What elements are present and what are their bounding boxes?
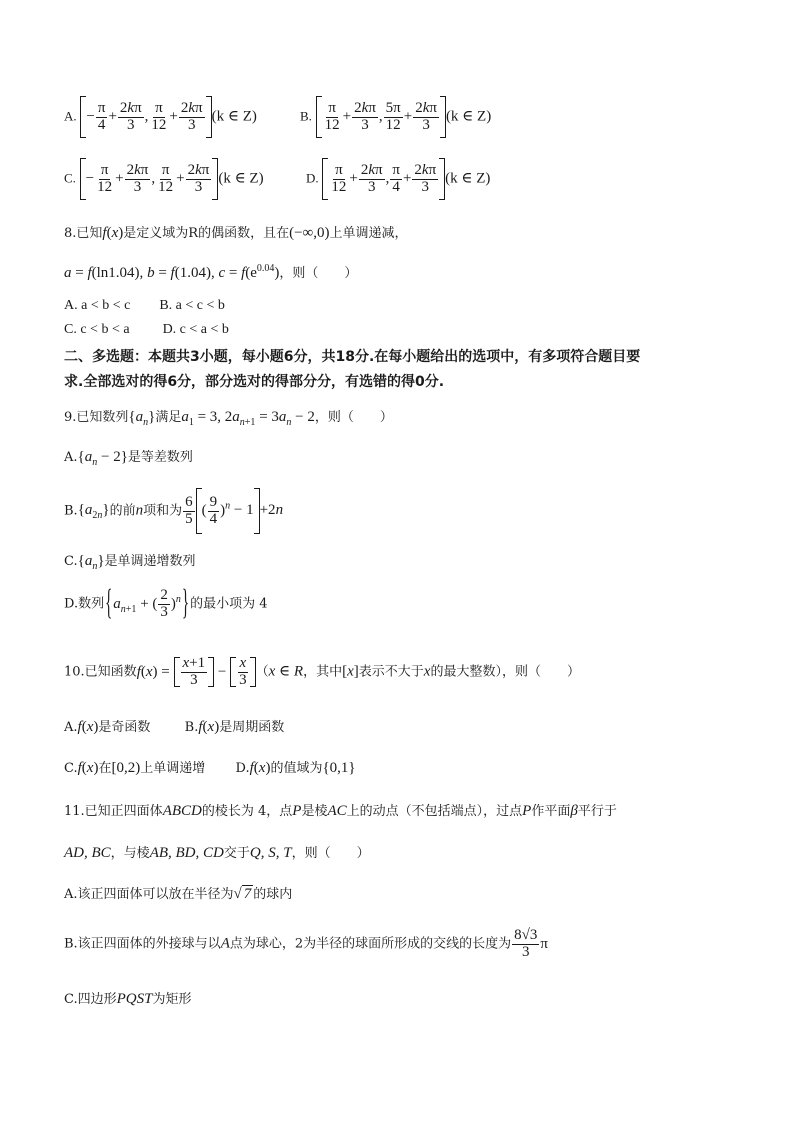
q7-option-b-label: B. [300, 108, 312, 124]
q10-option-b: 是周期函数 [219, 720, 285, 735]
q10-text: 表示不大于 [358, 664, 424, 680]
q11-text: 平行于 [577, 804, 617, 819]
q8-text: 是定义域为 [123, 226, 189, 241]
q7-kz-c: (k ∈ Z) [218, 170, 264, 187]
q8-option-d: D. c < a < b [162, 322, 229, 337]
q10-text: C. [64, 761, 78, 776]
q10-options-row2: C.f(x)在[0,2)上单调递增 D.f(x)的值域为{0,1} [64, 760, 356, 776]
q11-text: 上的动点（不包括端点），过点 [346, 804, 523, 819]
q9-text: C. [64, 554, 78, 569]
q11-text: 作平面 [531, 804, 571, 819]
section2-line2: 求.全部选对的得6分，部分选对的得部分分，有选错的得0分. [64, 374, 445, 390]
q8-text: 上单调递减， [329, 226, 408, 241]
q11-text: β [570, 803, 578, 819]
q11-text: A.该正四面体可以放在半径为 [64, 887, 234, 902]
q7-kz-d: (k ∈ Z) [445, 170, 491, 187]
q9-text: 是等差数列 [127, 450, 193, 465]
q9-text: 满足 [155, 410, 182, 425]
q9-stem: 9.已知数列$\{a_n\}$满足$a_1 = 3$, $2a_{n+1} = 3a_n - 2$，则（ ） [64, 409, 393, 428]
q9-text: D.数列 [64, 596, 105, 612]
q7-option-d-label: D. [306, 170, 319, 186]
q9-text: 9.已知数列 [64, 410, 129, 425]
q7-option-a: A. − $\frac{\pi}{4}$ + $\frac{2k\pi}{3}$ , $\frac{\pi}{12}$ + $\frac{2k\pi}{3}$ (k ∈ Z) [64, 96, 257, 138]
q10-text: 在 [98, 761, 112, 776]
q8-text: 8.已知 [64, 226, 103, 241]
q7-option-c: C. − $\frac{\pi}{12}$ + $\frac{2k\pi}{3}$ , $\frac{\pi}{12}$ + $\frac{2k\pi}{3}$ (k ∈ Z) [64, 158, 264, 200]
q10-text: 10.已知函数 [64, 664, 137, 680]
q10-text: D. [235, 761, 250, 776]
q10-text: 的最大整数），则（ ） [430, 664, 580, 680]
q10-option-c: 上单调递增 [140, 761, 206, 776]
q11-stem-line2 [64, 844, 370, 862]
q11-text: B.该正四面体的外接球与以 [64, 936, 221, 952]
q8-text: R [188, 226, 199, 241]
q9-text: 是单调递增数列 [104, 554, 196, 569]
q8-option-c: C. c < b < a [64, 322, 130, 337]
q10-stem: 10.已知函数f(x) = $\frac{x+1}{3}$ − $\frac{x}{3}$ （x ∈ R，其中[x]表示不大于x的最大整数），则（ ） [64, 655, 580, 688]
q11-option-b [64, 928, 548, 961]
q8-options-row1 [64, 298, 225, 315]
q10-text: A. [64, 720, 78, 735]
q10-option-a: 是奇函数 [98, 720, 151, 735]
q11-text: 11.已知正四面体 [64, 804, 163, 819]
q8-text: 的偶函数，且在 [198, 226, 290, 241]
q7-option-a-label: A. [64, 108, 77, 124]
q11-text: P [292, 803, 302, 819]
q9-text: 的前 [109, 503, 136, 519]
q9-option-d: D.数列{$a_{n+1}$ + ( $\frac{2}{3}$ )$^n$}的最小项为 4 [64, 585, 268, 624]
q8-exp: 0.04 [256, 263, 275, 274]
q8-stem-line1: 8.已知f(x)是定义域为R的偶函数，且在(−∞,0)上单调递减， [64, 225, 408, 241]
q10-text: （ [255, 664, 269, 680]
q11-text: ABCD [162, 803, 202, 819]
q11-text: π [540, 935, 548, 952]
q8-option-a: A. a < b < c [64, 298, 131, 313]
q11-text: AB, BD, CD [149, 845, 224, 861]
q9-text: 项和为 [143, 503, 183, 519]
q11-option-a: A.该正四面体可以放在半径为√ 7 的球内 [64, 886, 293, 902]
q7-option-b: B. $\frac{\pi}{12}$ + $\frac{2k\pi}{3}$ , $\frac{5\pi}{12}$ + $\frac{2k\pi}{3}$ (k ∈ Z) [300, 96, 491, 138]
q9-text: ，则（ ） [314, 410, 393, 425]
q11-text: 为矩形 [152, 992, 192, 1007]
q11-text: Q, S, T [249, 845, 292, 861]
q8-options-row2 [64, 322, 229, 339]
q11-text: AD, BC [64, 845, 111, 861]
q10-text: ，其中 [303, 664, 343, 680]
q10-options-row1: A.f(x)是奇函数 B.f(x)是周期函数 [64, 719, 285, 735]
q7-option-c-label: C. [64, 170, 76, 186]
q11-text: P [522, 803, 532, 819]
q9-text: A. [64, 450, 78, 465]
q11-text: 点为球心，2为半径的球面所形成的交线的长度为 [229, 936, 512, 952]
q9-text: n [135, 502, 144, 519]
q11-text: AC [327, 803, 347, 819]
q11-text: PQST [116, 991, 153, 1007]
q9-option-b: $B.\{a_{2n}\}$的前n项和为 $\frac{6}{5}$ ( $\frac{9}{4}$ )$^n$ − 1 +2n [64, 488, 283, 534]
q11-text: ，则（ ） [291, 846, 370, 861]
q7-kz: (k ∈ Z) [211, 108, 257, 125]
q11-text: 的棱长为 4，点 [201, 804, 293, 819]
q9-text: 的最小项为 4 [190, 596, 268, 612]
q11-text: ，与棱 [110, 846, 150, 861]
q8-option-b: B. a < c < b [159, 298, 225, 313]
q10-option-d: {0,1} [322, 760, 356, 776]
q10-text: 的值域为 [270, 761, 323, 776]
q9-option-c: $C.\{a_n\}$是单调递增数列 [64, 553, 196, 572]
q11-text: C.四边形 [64, 992, 117, 1007]
q11-text: A [220, 935, 230, 952]
q9-text: B. [64, 503, 78, 519]
q7-option-d: D. $\frac{\pi}{12}$ + $\frac{2k\pi}{3}$ , $\frac{\pi}{4}$ + $\frac{2k\pi}{3}$ (k ∈ Z) [306, 158, 490, 200]
q10-text: x ∈ R [268, 663, 304, 680]
q11-text: 7 [243, 886, 252, 902]
q8-stem-line2: a = f(ln1.04), b = f(1.04), $c = f(e^{0.04})$，则（ ） [64, 263, 358, 281]
section2-line1: 二、多选题：本题共3小题，每小题6分，共18分.在每小题给出的选项中，有多项符合题目要 [64, 349, 641, 365]
q11-option-c [64, 990, 191, 1008]
q11-text: 8√3 [514, 927, 538, 943]
q11-text: 交于 [223, 846, 250, 861]
q10-text: B. [184, 720, 199, 735]
q11-text: 3 [522, 943, 530, 960]
q11-text: 的球内 [253, 887, 293, 902]
q11-text: 是棱 [301, 804, 328, 819]
q11-stem-line1 [64, 802, 617, 820]
q7-kz-b: (k ∈ Z) [445, 108, 492, 125]
q9-option-a: $A.\{a_n - 2\}$是等差数列 [64, 449, 193, 468]
